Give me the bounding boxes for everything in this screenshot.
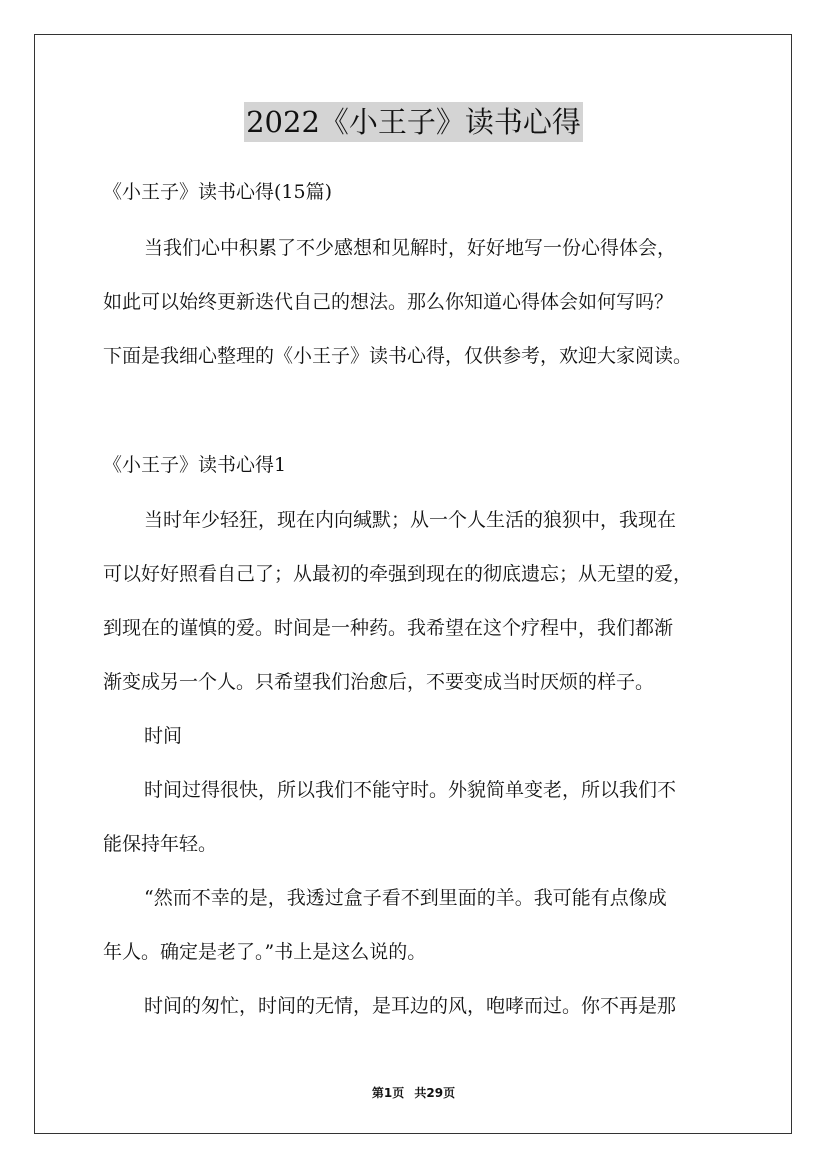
paragraph-line: 时间 [144, 725, 183, 747]
paragraph-line: 渐变成另一个人。只希望我们治愈后，不要变成当时厌烦的样子。 [103, 671, 655, 693]
paragraph-line: 能保持年轻。 [103, 833, 218, 855]
page-number: 第1页 [371, 1086, 405, 1100]
intro-line: 下面是我细心整理的《小王子》读书心得，仅供参考，欢迎大家阅读。 [103, 345, 693, 367]
document-title: 2022《小王子》读书心得 [244, 102, 583, 142]
paragraph-line: 时间过得很快，所以我们不能守时。外貌简单变老，所以我们不 [144, 779, 677, 801]
page-footer [0, 1085, 827, 1101]
intro-line: 当我们心中积累了不少感想和见解时，好好地写一份心得体会， [144, 237, 677, 259]
intro-line: 如此可以始终更新迭代自己的想法。那么你知道心得体会如何写吗？ [103, 291, 674, 313]
paragraph-line: 时间的匆忙，时间的无情，是耳边的风，咆哮而过。你不再是那 [144, 995, 677, 1017]
paragraph-line: 年人。确定是老了。”书上是这么说的。 [103, 941, 427, 963]
paragraph-line: 可以好好照看自己了；从最初的牵强到现在的彻底遗忘；从无望的爱， [103, 563, 693, 585]
paragraph-line: “然而不幸的是，我透过盒子看不到里面的羊。我可能有点像成 [144, 887, 667, 909]
title-container [0, 102, 827, 142]
subtitle: 《小王子》读书心得(15篇) [103, 181, 333, 203]
paragraph-line: 到现在的谨慎的爱。时间是一种药。我希望在这个疗程中，我们都渐 [103, 617, 674, 639]
section-heading: 《小王子》读书心得1 [103, 454, 287, 476]
page-total: 共29页 [414, 1086, 456, 1100]
paragraph-line: 当时年少轻狂，现在内向缄默；从一个人生活的狼狈中，我现在 [144, 509, 677, 531]
